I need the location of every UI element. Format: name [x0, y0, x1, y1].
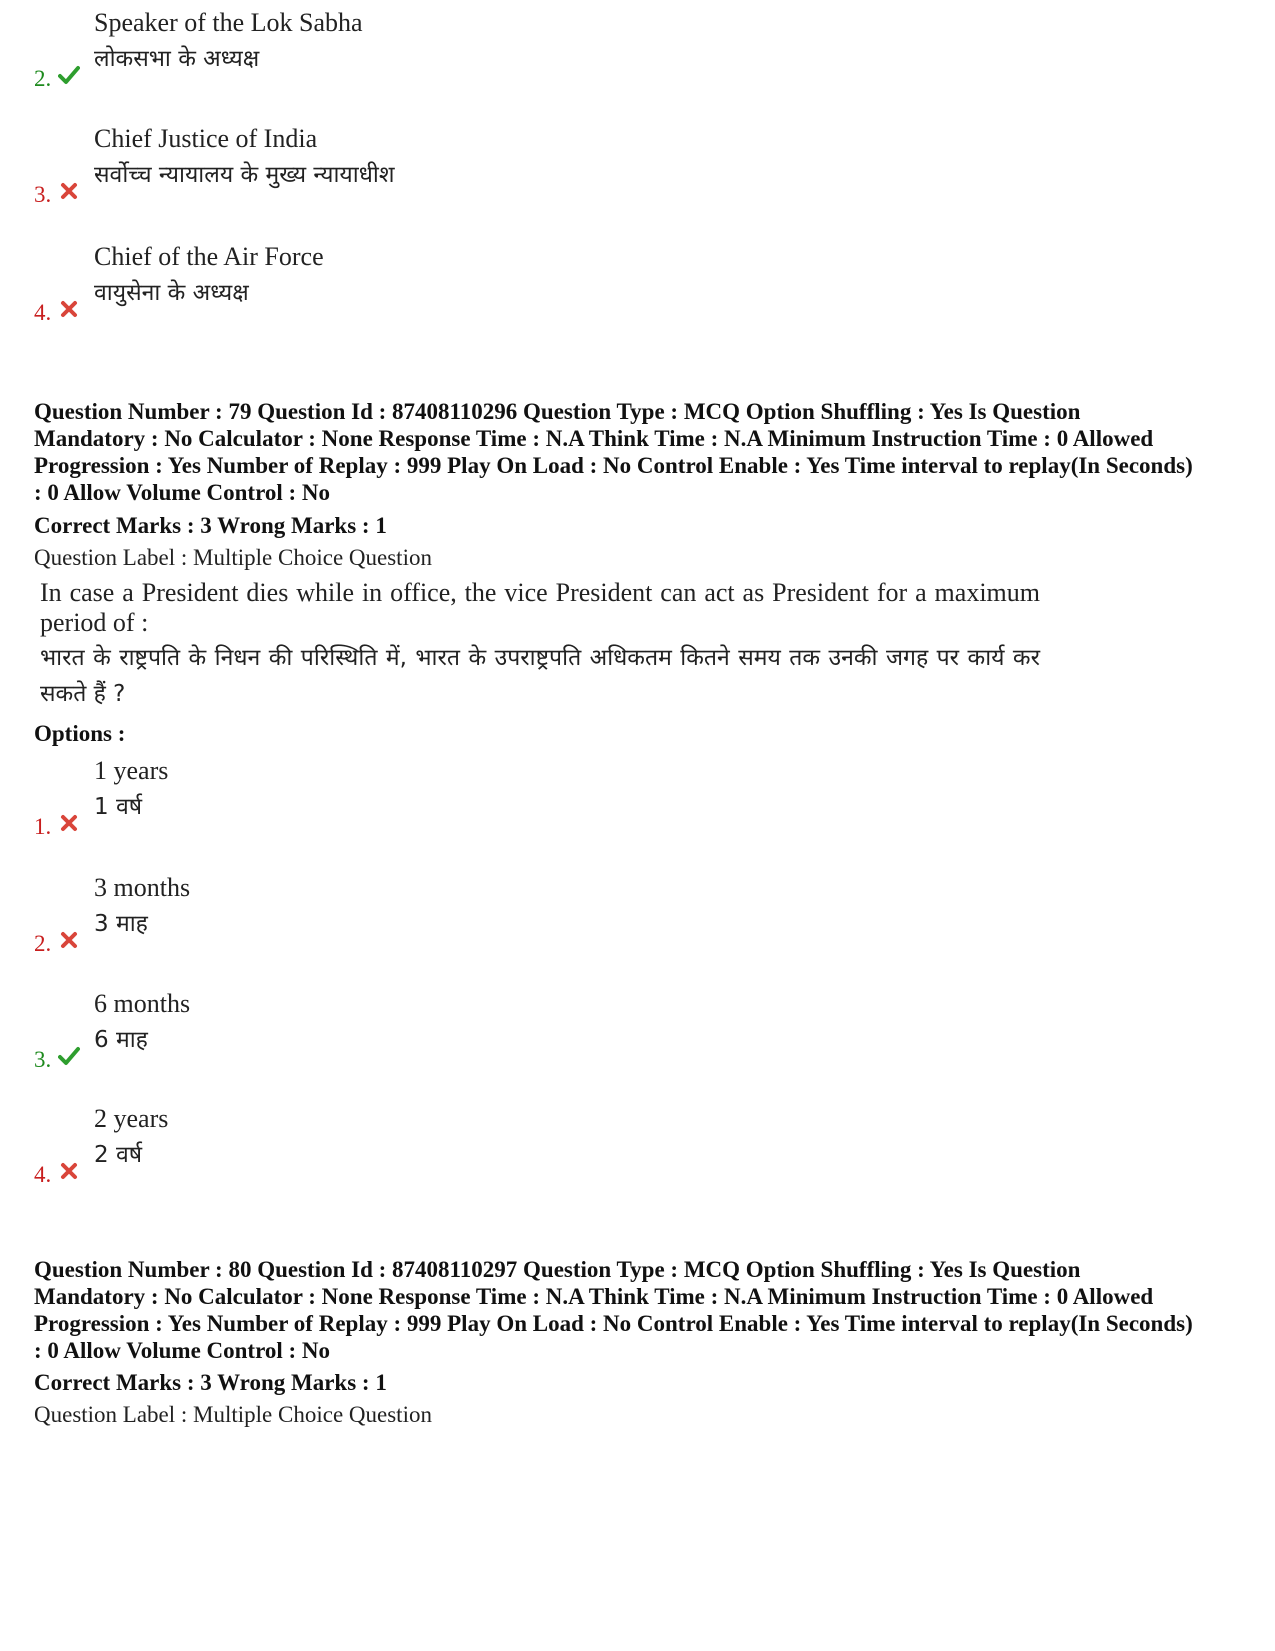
option-text-hi: 2 वर्ष [94, 1142, 143, 1168]
option-text-en: 1 years [94, 756, 169, 785]
option-text-hi: 1 वर्ष [94, 794, 143, 820]
question-79-text-hi: भारत के राष्ट्रपति के निधन की परिस्थिति में, भारत के उपराष्ट्रपति अधिकतम कितने समय तक उनकी जगह पर कार्य कर सकते हैं ? [40, 645, 1040, 707]
question-80-meta: Question Number : 80 Question Id : 87408110297 Question Type : MCQ Option Shuffling : Yes Is Question Mandatory : No Calculator : None Response Time : N.A Think Time : N.A Minimum Instruction Time : 0 Allowed Progression : Yes Number of Replay : 999 Play On Load : No Control Enable : Yes Time interval to replay(In Seconds) : 0 Allow Volume Control : No [34, 1257, 1193, 1363]
option-number: 4. [34, 300, 52, 325]
option-number: 1. [34, 814, 52, 839]
option-text-hi: 6 माह [94, 1027, 148, 1053]
option-number: 2. [34, 66, 52, 91]
question-79-meta: Question Number : 79 Question Id : 87408110296 Question Type : MCQ Option Shuffling : Yes Is Question Mandatory : No Calculator : None Response Time : N.A Think Time : N.A Minimum Instruction Time : 0 Allowed Progression : Yes Number of Replay : 999 Play On Load : No Control Enable : Yes Time interval to replay(In Seconds) : 0 Allow Volume Control : No [34, 399, 1193, 505]
q79-option-1 [34, 756, 1134, 846]
question-79-label: Question Label : Multiple Choice Question [34, 545, 432, 570]
option-text-en: 2 years [94, 1104, 169, 1133]
check-mark-icon [58, 1045, 80, 1067]
cross-mark-icon [58, 812, 80, 834]
option-text-hi: वायुसेना के अध्यक्ष [94, 280, 249, 306]
option-text-hi: सर्वोच्च न्यायालय के मुख्य न्यायाधीश [94, 162, 395, 188]
option-text-en: Chief Justice of India [94, 124, 318, 153]
option-number: 3. [34, 1047, 52, 1072]
cross-mark-icon [58, 1160, 80, 1182]
option-text-hi: 3 माह [94, 911, 148, 937]
q79-option-2 [34, 873, 1134, 963]
question-80-marks: Correct Marks : 3 Wrong Marks : 1 [34, 1370, 387, 1395]
q79-option-3 [34, 989, 1134, 1079]
option-number: 3. [34, 182, 52, 207]
option-text-en: 6 months [94, 989, 191, 1018]
question-79-text-en: In case a President dies while in office, the vice President can act as President for a maximum period of : [40, 578, 1040, 637]
cross-mark-icon [58, 180, 80, 202]
option-number: 4. [34, 1162, 52, 1187]
options-title: Options : [34, 721, 126, 746]
check-mark-icon [58, 64, 80, 86]
option-text-hi: लोकसभा के अध्यक्ष [94, 46, 260, 72]
option-text-en: Chief of the Air Force [94, 242, 324, 271]
prev-option-3 [34, 124, 1134, 214]
prev-option-4 [34, 242, 1134, 332]
cross-mark-icon [58, 298, 80, 320]
option-number: 2. [34, 931, 52, 956]
question-80-label: Question Label : Multiple Choice Question [34, 1402, 432, 1427]
question-79-marks: Correct Marks : 3 Wrong Marks : 1 [34, 513, 387, 538]
option-text-en: Speaker of the Lok Sabha [94, 8, 363, 37]
option-text-en: 3 months [94, 873, 191, 902]
q79-option-4 [34, 1104, 1134, 1194]
cross-mark-icon [58, 929, 80, 951]
prev-option-2 [34, 8, 1134, 98]
